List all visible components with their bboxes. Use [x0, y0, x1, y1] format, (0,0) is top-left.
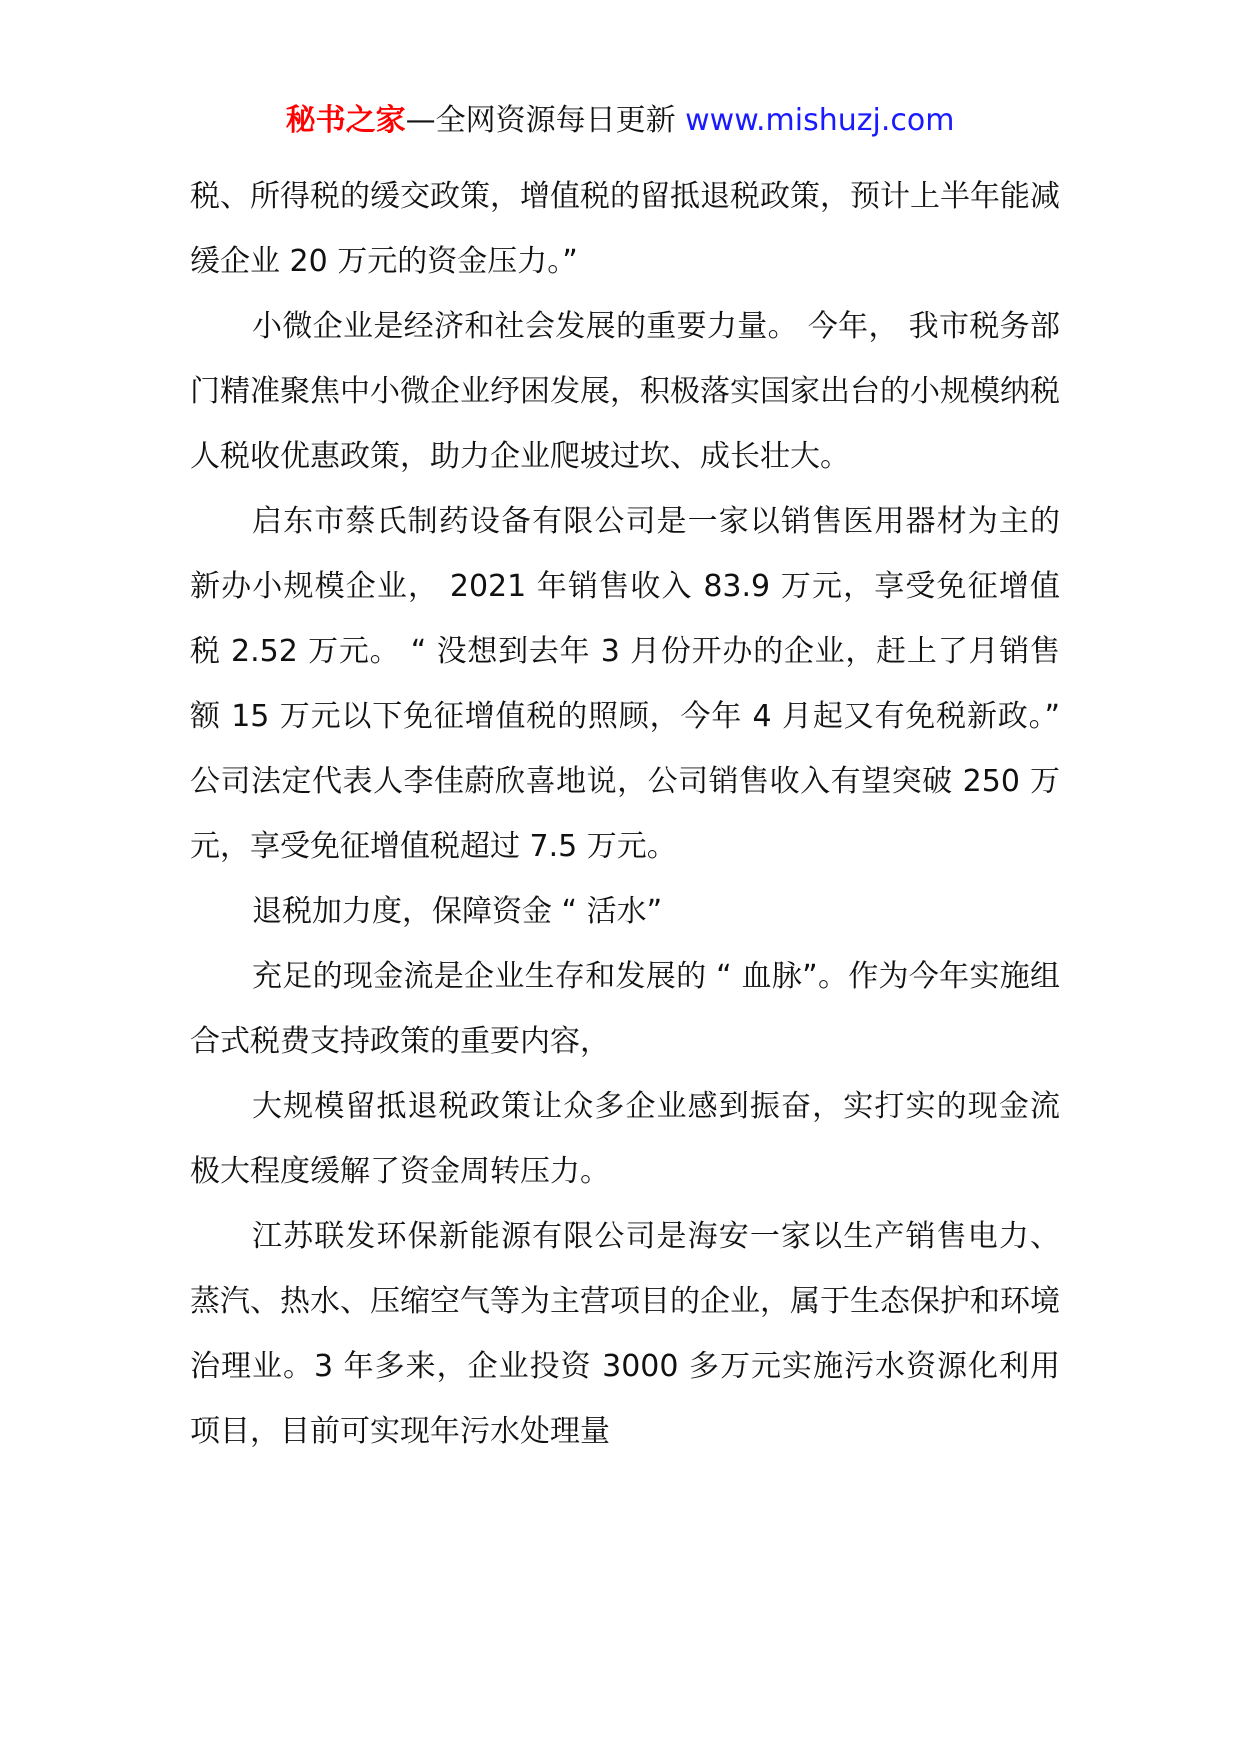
paragraph: 大规模留抵退税政策让众多企业感到振奋，实打实的现金流极大程度缓解了资金周转压力。: [190, 1089, 1060, 1189]
website-link[interactable]: www.mishuzj.com: [685, 103, 955, 138]
brand-name: 秘书之家: [285, 103, 406, 138]
paragraph-continued: 税、所得税的缓交政策，增值税的留抵退税政策，预计上半年能减缓企业 20 万元的资金压力。”: [190, 179, 1060, 279]
paragraph: 小微企业是经济和社会发展的重要力量。 今年， 我市税务部门精准聚焦中小微企业纾困发展，积极落实国家出台的小规模纳税人税收优惠政策，助力企业爬坡过坎、成长壮大。: [190, 309, 1060, 474]
paragraph: 充足的现金流是企业生存和发展的 “ 血脉”。作为今年实施组合式税费支持政策的重要内容，: [190, 959, 1060, 1059]
paragraph: 启东市蔡氏制药设备有限公司是一家以销售医用器材为主的新办小规模企业， 2021 年销售收入 83.9 万元，享受免征增值税 2.52 万元。 “ 没想到去年 3 月份开办的企业，赶上了月销售额 15 万元以下免征增值税的照顾，今年 4 月起又有免税新政。” 公司法定代表人李佳蔚欣喜地说，公司销售收入有望突破 250 万元，享受免征增值税超过 7.5 万元。: [190, 504, 1060, 864]
section-heading: 退税加力度，保障资金 “ 活水”: [252, 894, 663, 929]
paragraph: 江苏联发环保新能源有限公司是海安一家以生产销售电力、蒸汽、热水、压缩空气等为主营项目的企业，属于生态保护和环境治理业。3 年多来，企业投资 3000 多万元实施污水资源化利用项目，目前可实现年污水处理量: [190, 1219, 1060, 1449]
page-header: [0, 98, 1240, 144]
header-tagline: —全网资源每日更新: [405, 103, 676, 138]
article-body: [190, 164, 1060, 1464]
